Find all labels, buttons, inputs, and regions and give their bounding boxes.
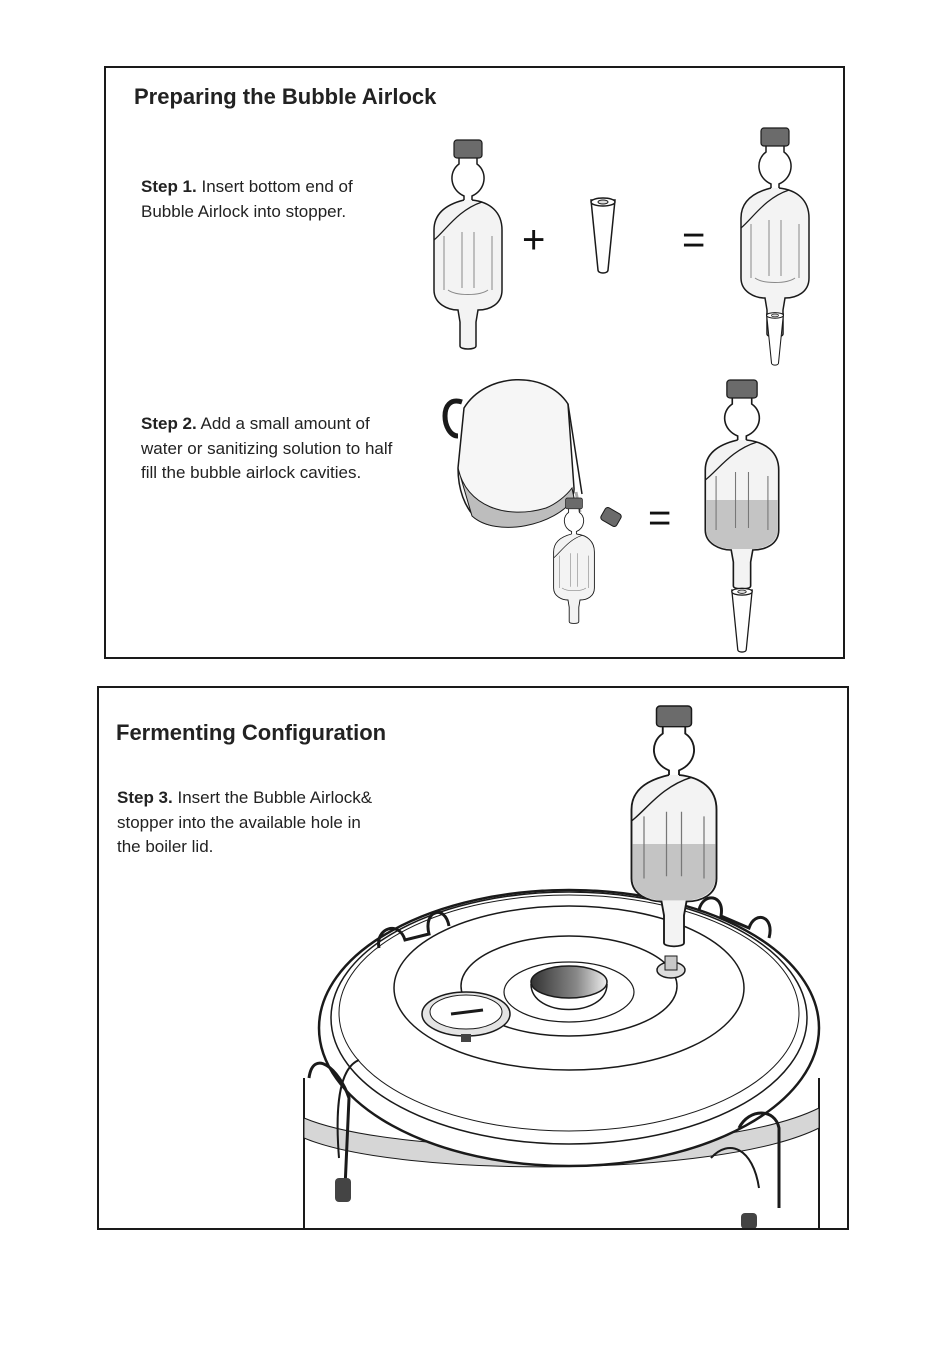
measuring-jug (445, 380, 582, 528)
step1-text: Insert bottom end of Bubble Airlock into stopper. (141, 177, 353, 221)
equals-sign-step2: = (648, 496, 672, 540)
step3-label: Step 3. (117, 788, 173, 807)
step2-label: Step 2. (141, 414, 197, 433)
airlock-illustrations (106, 68, 847, 661)
airlock-preparation-panel (104, 66, 845, 659)
step3-text: Insert the Bubble Airlock& stopper into the available hole in the boiler lid. (117, 788, 373, 856)
plus-sign: + (522, 218, 546, 262)
step1-label: Step 1. (141, 177, 197, 196)
step2-text: Add a small amount of water or sanitizing solution to half fill the bubble airlock cavities. (141, 414, 393, 482)
boiler-lid-illustration (99, 688, 849, 1230)
fermenting-configuration-panel (97, 686, 849, 1230)
section-title-preparing: Preparing the Bubble Airlock (134, 84, 437, 109)
section-title-fermenting: Fermenting Configuration (116, 720, 387, 745)
equals-sign-step1: = (682, 218, 706, 262)
